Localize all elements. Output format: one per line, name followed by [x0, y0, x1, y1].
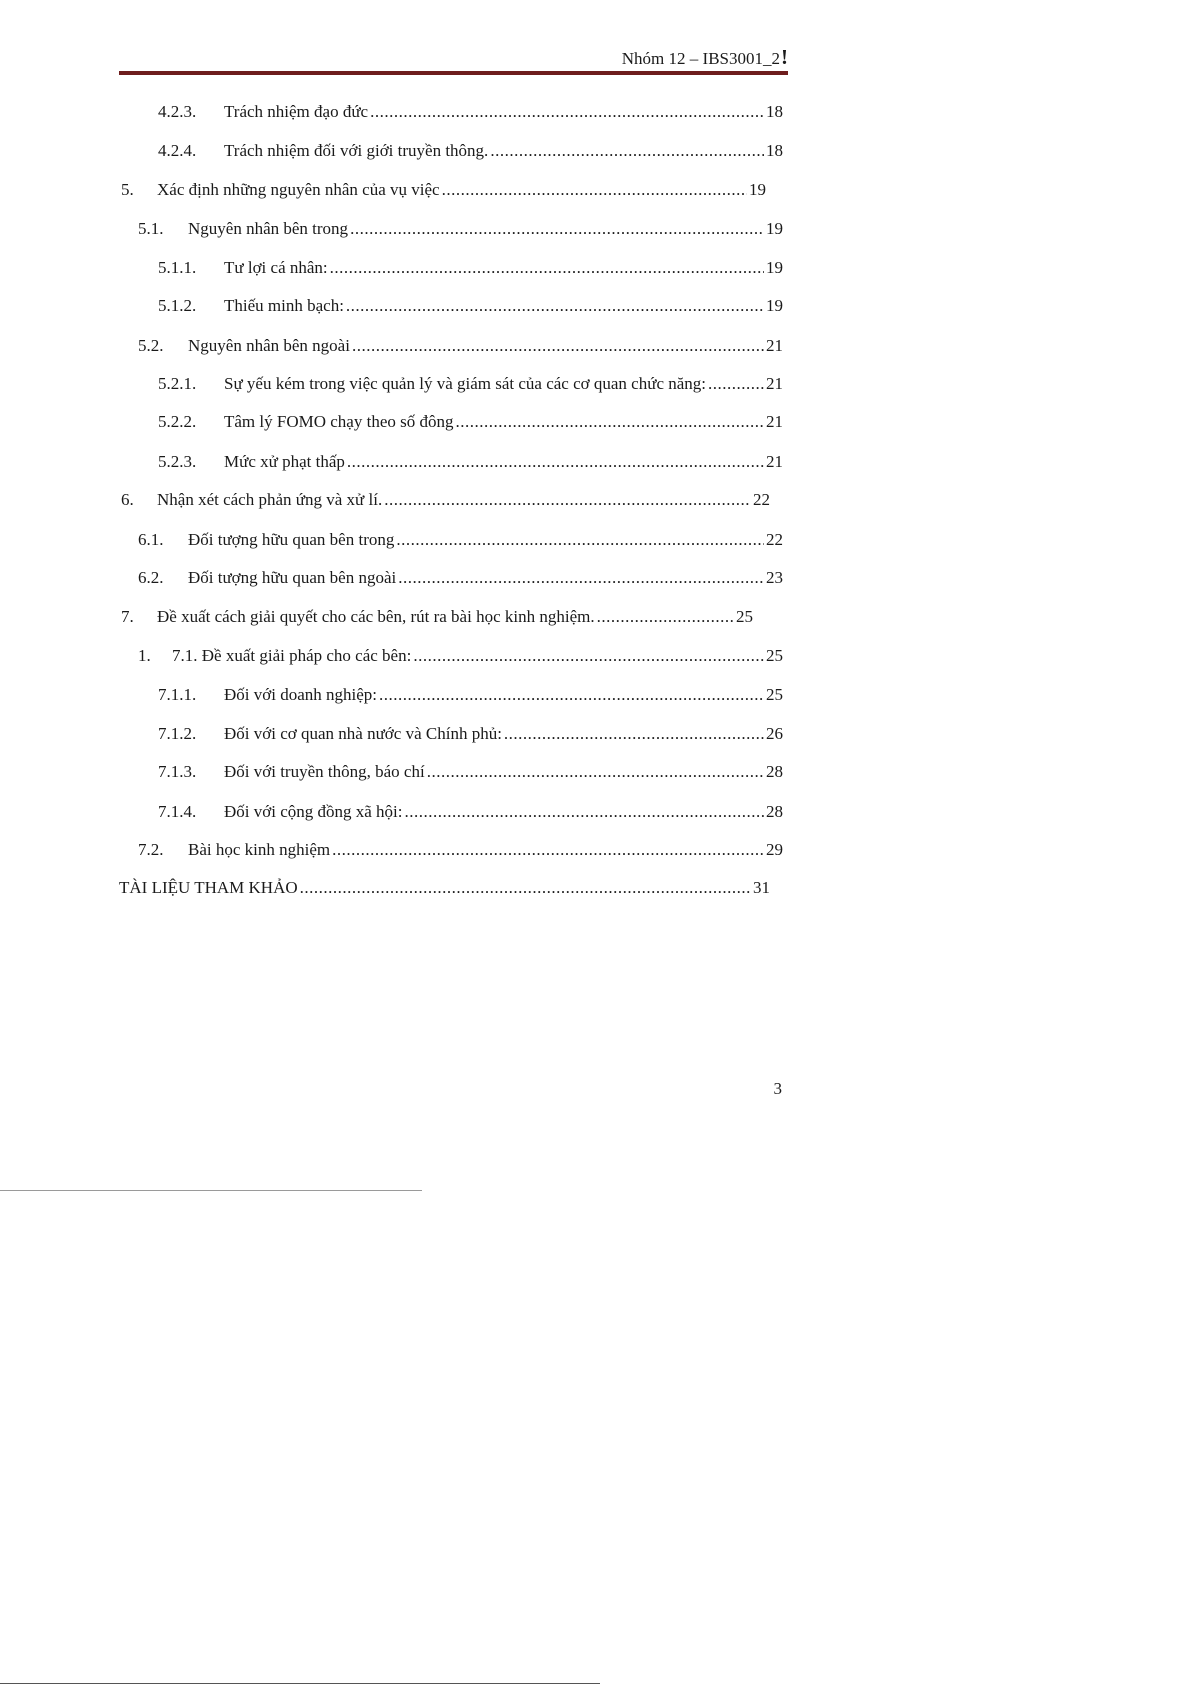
toc-entry[interactable] — [158, 800, 783, 824]
toc-entry-title: Đối tượng hữu quan bên trong — [188, 530, 395, 549]
toc-entry-number: 5.1.2. — [158, 296, 197, 315]
toc-entry-page: 25 — [766, 685, 783, 704]
toc-dot-leader — [455, 410, 764, 434]
toc-entry-number: 7. — [121, 607, 134, 626]
toc-entry-title: Đề xuất cách giải quyết cho các bên, rút ra bài học kinh nghiệm. — [157, 607, 595, 626]
toc-entry-number: 5.2.2. — [158, 412, 197, 431]
toc-dot-leader — [347, 450, 764, 474]
toc-entry-title: Thiếu minh bạch: — [224, 296, 344, 315]
header-mark: ! — [781, 45, 788, 69]
toc-entry[interactable] — [158, 139, 783, 163]
toc-entry-title: Trách nhiệm đối với giới truyền thông. — [224, 141, 489, 160]
toc-dot-leader — [597, 605, 734, 629]
toc-entry-number: 7.2. — [138, 840, 164, 859]
toc-entry-title: Đối với cơ quan nhà nước và Chính phủ: — [224, 724, 502, 743]
toc-entry-number: 6.1. — [138, 530, 164, 549]
toc-entry-page: 21 — [766, 452, 783, 471]
toc-entry[interactable] — [121, 178, 766, 202]
toc-dot-leader — [504, 722, 764, 746]
toc-entry-title: Đối với doanh nghiệp: — [224, 685, 377, 704]
toc-entry-page: 28 — [766, 802, 783, 821]
toc-entry-page: 22 — [766, 530, 783, 549]
toc-dot-leader — [398, 566, 764, 590]
toc-dot-leader — [708, 372, 764, 396]
header-title: Nhóm 12 – IBS3001_2 — [621, 49, 780, 68]
toc-entry-page: 19 — [749, 180, 766, 199]
toc-entry[interactable] — [158, 372, 783, 396]
toc-dot-leader — [442, 178, 747, 202]
toc-entry[interactable] — [121, 488, 770, 512]
toc-entry-page: 19 — [766, 296, 783, 315]
toc-dot-leader — [405, 800, 765, 824]
toc-entry-page: 28 — [766, 762, 783, 781]
toc-dot-leader — [427, 760, 764, 784]
toc-entry-page: 19 — [766, 258, 783, 277]
toc-entry[interactable] — [119, 876, 770, 900]
toc-entry-page: 19 — [766, 219, 783, 238]
toc-entry-number: 7.1.4. — [158, 802, 197, 821]
toc-dot-leader — [413, 644, 764, 668]
bottom-divider — [0, 1683, 600, 1684]
toc-entry[interactable] — [158, 683, 783, 707]
toc-entry-number: 5.2.1. — [158, 374, 197, 393]
toc-entry[interactable] — [138, 334, 783, 358]
toc-entry-page: 26 — [766, 724, 783, 743]
toc-entry-number: 5.1. — [138, 219, 164, 238]
toc-entry-title: Nguyên nhân bên trong — [188, 219, 349, 238]
toc-entry-title: Đối với truyền thông, báo chí — [224, 762, 425, 781]
toc-entry-page: 21 — [766, 336, 783, 355]
toc-dot-leader — [330, 256, 764, 280]
toc-entry-title: Nhận xét cách phản ứng và xử lí. — [157, 490, 383, 509]
toc-dot-leader — [490, 139, 764, 163]
toc-entry-title: Nguyên nhân bên ngoài — [188, 336, 350, 355]
toc-entry-title: Sự yếu kém trong việc quản lý và giám sát của các cơ quan chức năng: — [224, 374, 707, 393]
toc-dot-leader — [396, 528, 764, 552]
toc-entry-page: 18 — [766, 102, 783, 121]
toc-entry[interactable] — [138, 528, 783, 552]
toc-dot-leader — [346, 294, 764, 318]
toc-entry-title: Đối với cộng đồng xã hội: — [224, 802, 403, 821]
toc-entry-title: Xác định những nguyên nhân của vụ việc — [157, 180, 440, 199]
toc-entry-title: Tâm lý FOMO chạy theo số đông — [224, 412, 454, 431]
toc-entry[interactable] — [158, 410, 783, 434]
toc-entry-page: 21 — [766, 374, 783, 393]
toc-dot-leader — [379, 683, 764, 707]
toc-entry-page: 29 — [766, 840, 783, 859]
toc-entry-title: Mức xử phạt thấp — [224, 452, 345, 471]
toc-entry-title: Bài học kinh nghiệm — [188, 840, 331, 859]
toc-entry-number: 4.2.3. — [158, 102, 197, 121]
toc-entry-number: 7.1.1. — [158, 685, 197, 704]
toc-entry[interactable] — [158, 100, 783, 124]
toc-entry-title: TÀI LIỆU THAM KHẢO — [119, 878, 298, 897]
toc-entry-number: 7.1.3. — [158, 762, 197, 781]
toc-entry-page: 21 — [766, 412, 783, 431]
toc-entry-title: Trách nhiệm đạo đức — [224, 102, 369, 121]
toc-entry-number: 1. — [138, 646, 151, 665]
toc-dot-leader — [352, 334, 764, 358]
toc-entry-number: 7.1.2. — [158, 724, 197, 743]
toc-dot-leader — [384, 488, 751, 512]
page-number: 3 — [773, 1079, 782, 1098]
toc-entry-page: 25 — [766, 646, 783, 665]
toc-entry-title: 7.1. Đề xuất giải pháp cho các bên: — [172, 646, 412, 665]
toc-entry[interactable] — [158, 294, 783, 318]
toc-dot-leader — [370, 100, 764, 124]
toc-entry[interactable] — [138, 217, 783, 241]
toc-entry[interactable] — [158, 450, 783, 474]
toc-entry-number: 4.2.4. — [158, 141, 197, 160]
toc-entry[interactable] — [158, 256, 783, 280]
toc-dot-leader — [300, 876, 751, 900]
toc-entry-title: Tư lợi cá nhân: — [224, 258, 328, 277]
toc-entry-number: 5. — [121, 180, 134, 199]
toc-entry-page: 18 — [766, 141, 783, 160]
toc-entry-page: 23 — [766, 568, 783, 587]
toc-dot-leader — [332, 838, 764, 862]
toc-entry-page: 31 — [753, 878, 770, 897]
toc-entry-number: 6.2. — [138, 568, 164, 587]
toc-dot-leader — [350, 217, 764, 241]
toc-entry-number: 5.2. — [138, 336, 164, 355]
toc-entry-number: 6. — [121, 490, 134, 509]
toc-entry-title: Đối tượng hữu quan bên ngoài — [188, 568, 397, 587]
toc-entry-page: 25 — [736, 607, 753, 626]
toc-entry[interactable] — [121, 605, 753, 629]
toc-entry[interactable] — [138, 838, 783, 862]
toc-entry[interactable] — [138, 644, 783, 668]
toc-entry[interactable] — [158, 722, 783, 746]
footnote-divider — [0, 1190, 422, 1191]
toc-entry-number: 5.2.3. — [158, 452, 197, 471]
toc-entry[interactable] — [138, 566, 783, 590]
toc-entry-page: 22 — [753, 490, 770, 509]
toc-entry[interactable] — [158, 760, 783, 784]
toc-entry-number: 5.1.1. — [158, 258, 197, 277]
